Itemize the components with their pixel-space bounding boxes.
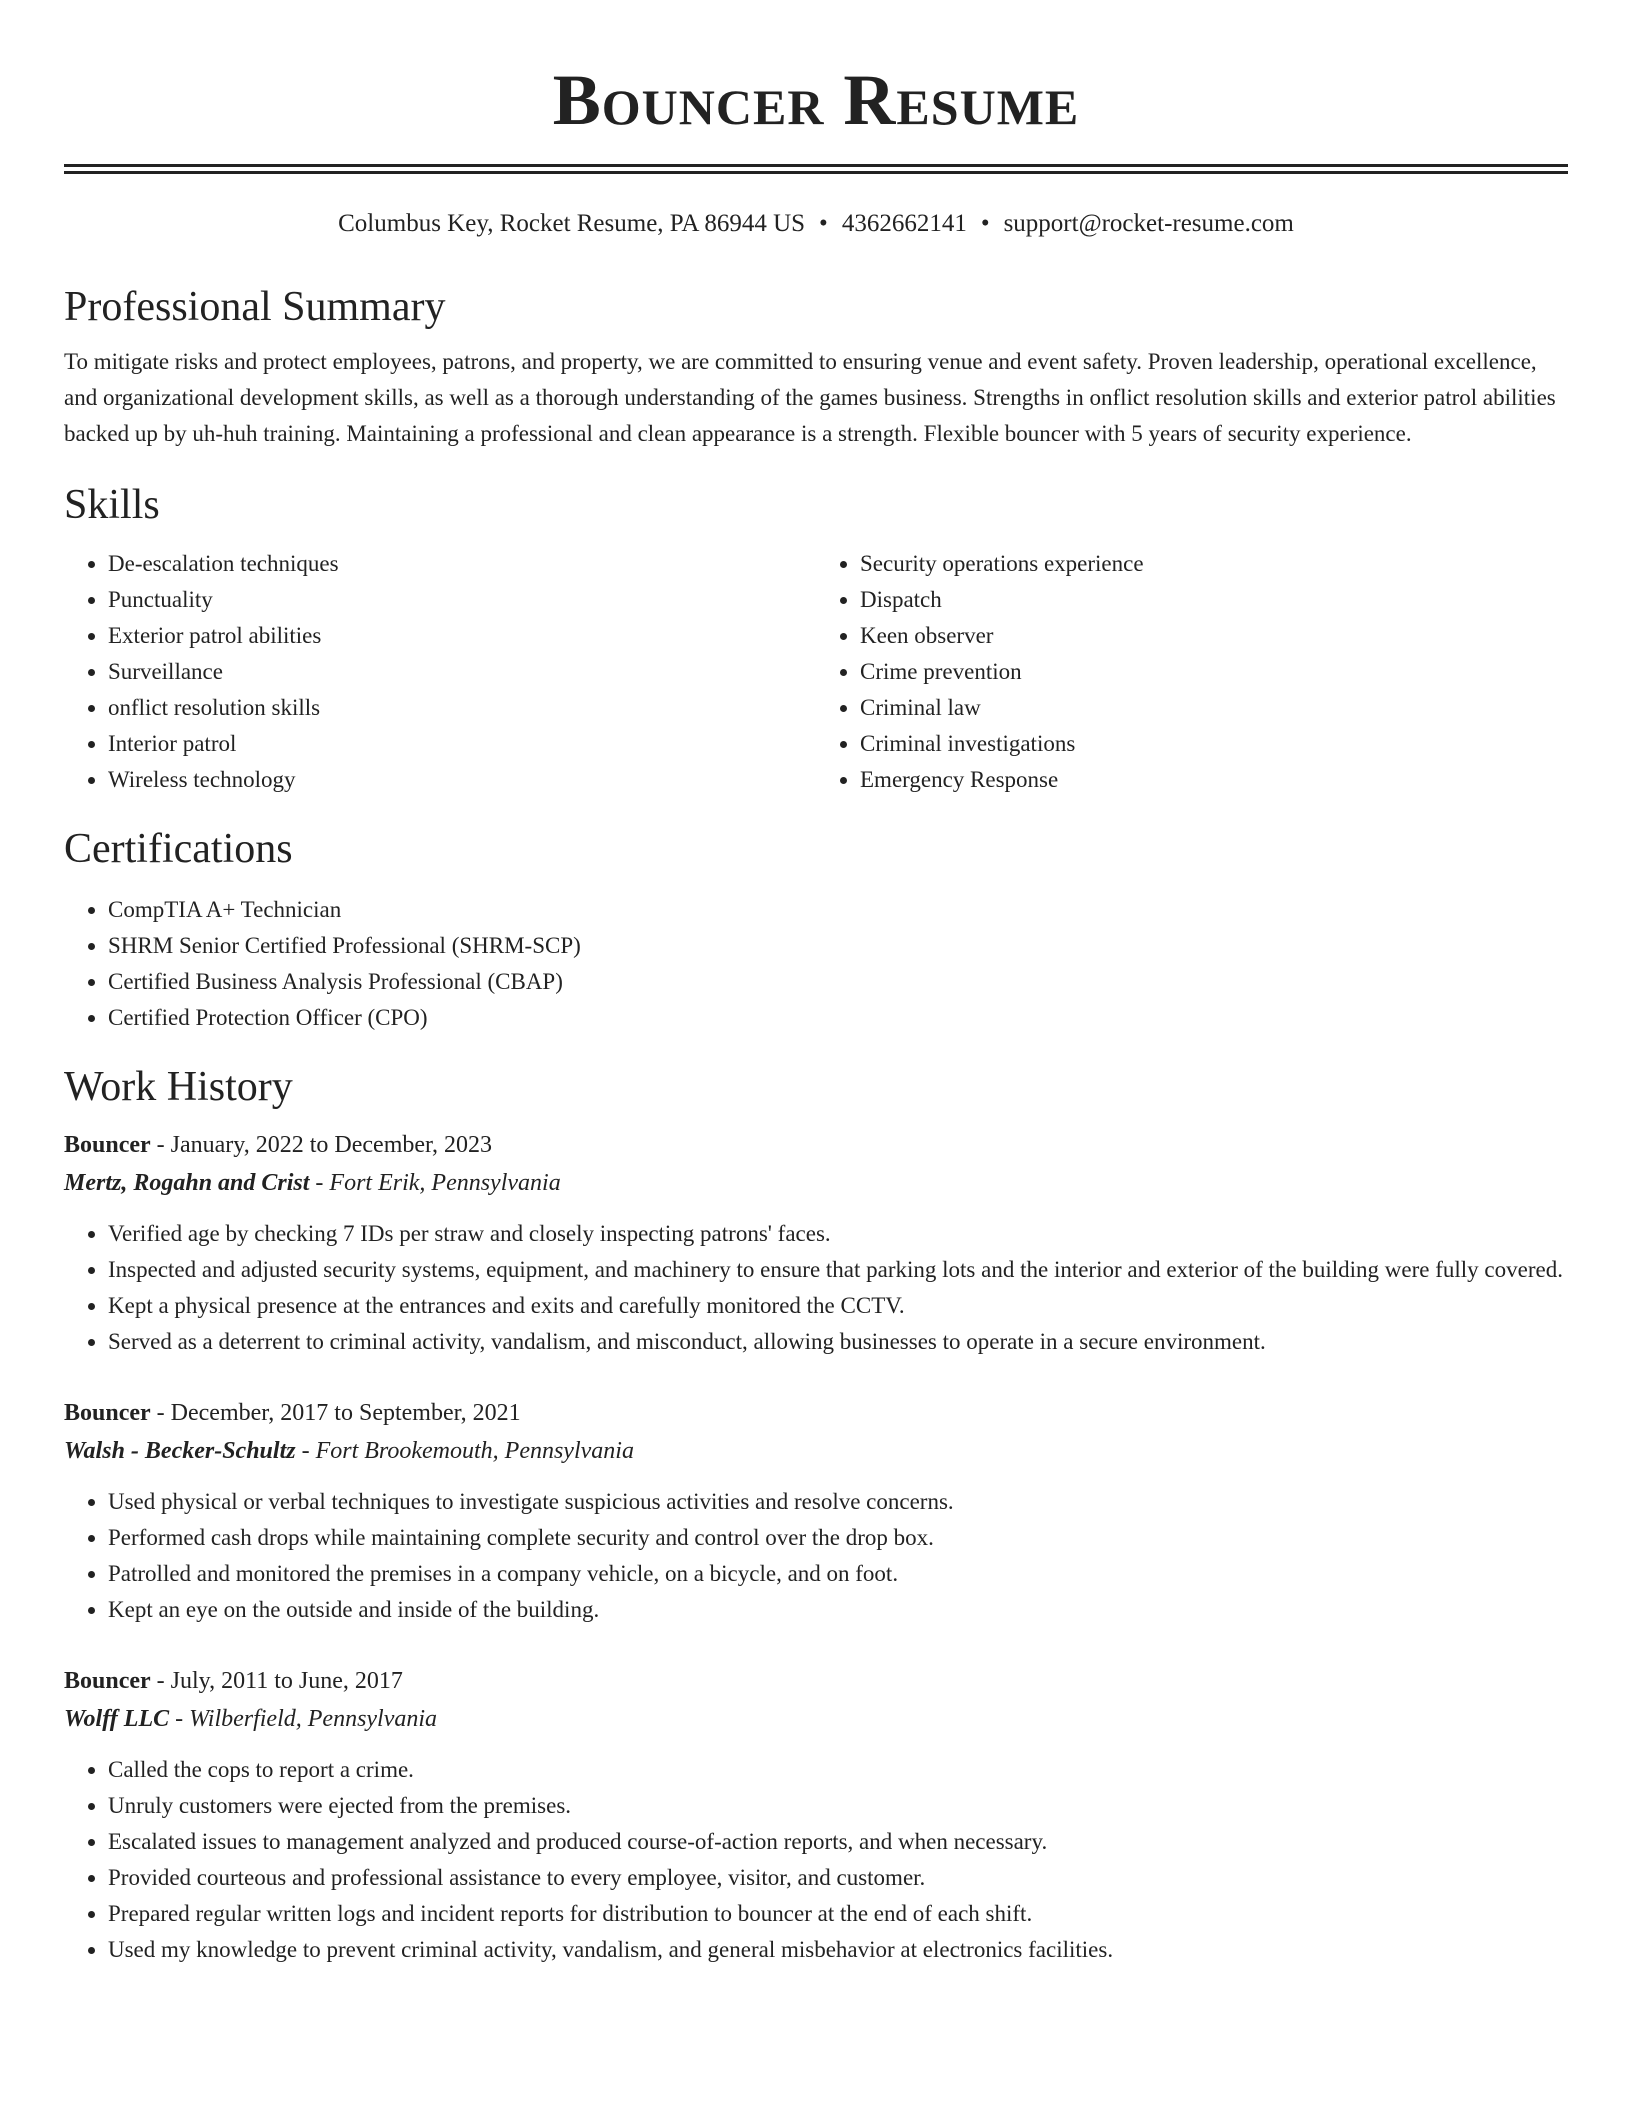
list-item: • Dispatch <box>860 582 1568 618</box>
contact-address: Columbus Key, Rocket Resume, PA 86944 US <box>338 210 806 237</box>
list-item: • Punctuality <box>108 582 816 618</box>
job-company: Mertz, Rogahn and Crist <box>64 1170 310 1196</box>
list-item: • CompTIA A+ Technician <box>108 892 1568 928</box>
list-item: • Kept an eye on the outside and inside of the building. <box>108 1592 1568 1628</box>
contact-phone: 4362662141 <box>841 210 967 237</box>
professional-summary-section <box>64 282 1568 452</box>
list-item: • Performed cash drops while maintaining complete security and control over the drop box. <box>108 1520 1568 1556</box>
job-employer <box>64 1700 1568 1738</box>
job-title: Bouncer <box>64 1132 151 1158</box>
job-dates: - December, 2017 to September, 2021 <box>150 1400 521 1426</box>
job-employer <box>64 1432 1568 1470</box>
section-heading-certifications: Certifications <box>64 826 293 872</box>
list-item: • Prepared regular written logs and incident reports for distribution to bouncer at the end of each shift. <box>108 1896 1568 1932</box>
list-item: • Called the cops to report a crime. <box>108 1752 1568 1788</box>
job-heading <box>64 1126 1568 1164</box>
job-title: Bouncer <box>64 1668 151 1694</box>
list-item: • Criminal law <box>860 690 1568 726</box>
summary-text: To mitigate risks and protect employees, patrons, and property, we are committed to ensuring venue and event safety. Proven leadership, operational excellence, and organizational development skills, as well as a thorough understanding of the games business. Strengths in onflict resolution skills and exterior patrol abilities backed up by uh-huh training. Maintaining a professional and clean appearance is a strength. Flexible bouncer with 5 years of security experience. <box>64 349 1556 446</box>
section-heading-work-history: Work History <box>64 1064 293 1110</box>
job-location: - Wilberfield, Pennsylvania <box>169 1706 438 1732</box>
list-item: • Interior patrol <box>108 726 816 762</box>
list-item: • Served as a deterrent to criminal activity, vandalism, and misconduct, allowing businesses to operate in a secure environment. <box>108 1324 1568 1360</box>
job-company: Walsh - Becker-Schultz <box>64 1438 296 1464</box>
skills-list-left <box>64 546 816 798</box>
list-item: • Surveillance <box>108 654 816 690</box>
job-entry <box>64 1126 1568 1360</box>
list-item: • Security operations experience <box>860 546 1568 582</box>
list-item: • Certified Business Analysis Professional (CBAP) <box>108 964 1568 1000</box>
list-item: • Unruly customers were ejected from the premises. <box>108 1788 1568 1824</box>
list-item: • Inspected and adjusted security systems, equipment, and machinery to ensure that parking lots and the interior and exterior of the building were fully covered. <box>108 1252 1568 1288</box>
job-bullets <box>64 1484 1568 1628</box>
job-location: - Fort Erik, Pennsylvania <box>309 1170 561 1196</box>
list-item: • De-escalation techniques <box>108 546 816 582</box>
skills-list-right <box>816 546 1568 798</box>
list-item: • Wireless technology <box>108 762 816 798</box>
title-double-rule <box>64 164 1568 174</box>
job-heading <box>64 1662 1568 1700</box>
job-bullets <box>64 1216 1568 1360</box>
list-item: • Provided courteous and professional assistance to every employee, visitor, and customer. <box>108 1860 1568 1896</box>
list-item: • onflict resolution skills <box>108 690 816 726</box>
list-item: • Crime prevention <box>860 654 1568 690</box>
page-title: Bouncer Resume <box>552 60 1080 140</box>
job-bullets <box>64 1752 1568 1968</box>
job-dates: - January, 2022 to December, 2023 <box>150 1132 493 1158</box>
job-title: Bouncer <box>64 1400 151 1426</box>
list-item: • Certified Protection Officer (CPO) <box>108 1000 1568 1036</box>
contact-separator: • <box>980 210 990 237</box>
contact-line <box>64 208 1568 240</box>
list-item: • Criminal investigations <box>860 726 1568 762</box>
skills-section <box>64 480 1568 798</box>
job-location: - Fort Brookemouth, Pennsylvania <box>295 1438 634 1464</box>
job-entry <box>64 1394 1568 1628</box>
list-item: • SHRM Senior Certified Professional (SHRM-SCP) <box>108 928 1568 964</box>
list-item: • Patrolled and monitored the premises in a company vehicle, on a bicycle, and on foot. <box>108 1556 1568 1592</box>
list-item: • Keen observer <box>860 618 1568 654</box>
certifications-section <box>64 824 1568 1036</box>
job-entry <box>64 1662 1568 1968</box>
list-item: • Escalated issues to management analyzed and produced course-of-action reports, and when necessary. <box>108 1824 1568 1860</box>
list-item: • Emergency Response <box>860 762 1568 798</box>
section-heading-summary: Professional Summary <box>64 284 446 330</box>
list-item: • Kept a physical presence at the entrances and exits and carefully monitored the CCTV. <box>108 1288 1568 1324</box>
list-item: • Used physical or verbal techniques to investigate suspicious activities and resolve concerns. <box>108 1484 1568 1520</box>
job-heading <box>64 1394 1568 1432</box>
list-item: • Verified age by checking 7 IDs per straw and closely inspecting patrons' faces. <box>108 1216 1568 1252</box>
job-employer <box>64 1164 1568 1202</box>
section-heading-skills: Skills <box>64 482 160 528</box>
contact-separator: • <box>819 210 828 237</box>
list-item: • Exterior patrol abilities <box>108 618 816 654</box>
job-dates: - July, 2011 to June, 2017 <box>150 1668 403 1694</box>
contact-email: support@rocket-resume.com <box>1003 210 1294 237</box>
skills-columns <box>64 546 1568 798</box>
certifications-list <box>64 892 1568 1036</box>
work-history-section <box>64 1062 1568 1968</box>
job-company: Wolff LLC <box>64 1706 170 1732</box>
list-item: • Used my knowledge to prevent criminal activity, vandalism, and general misbehavior at electronics facilities. <box>108 1932 1568 1968</box>
